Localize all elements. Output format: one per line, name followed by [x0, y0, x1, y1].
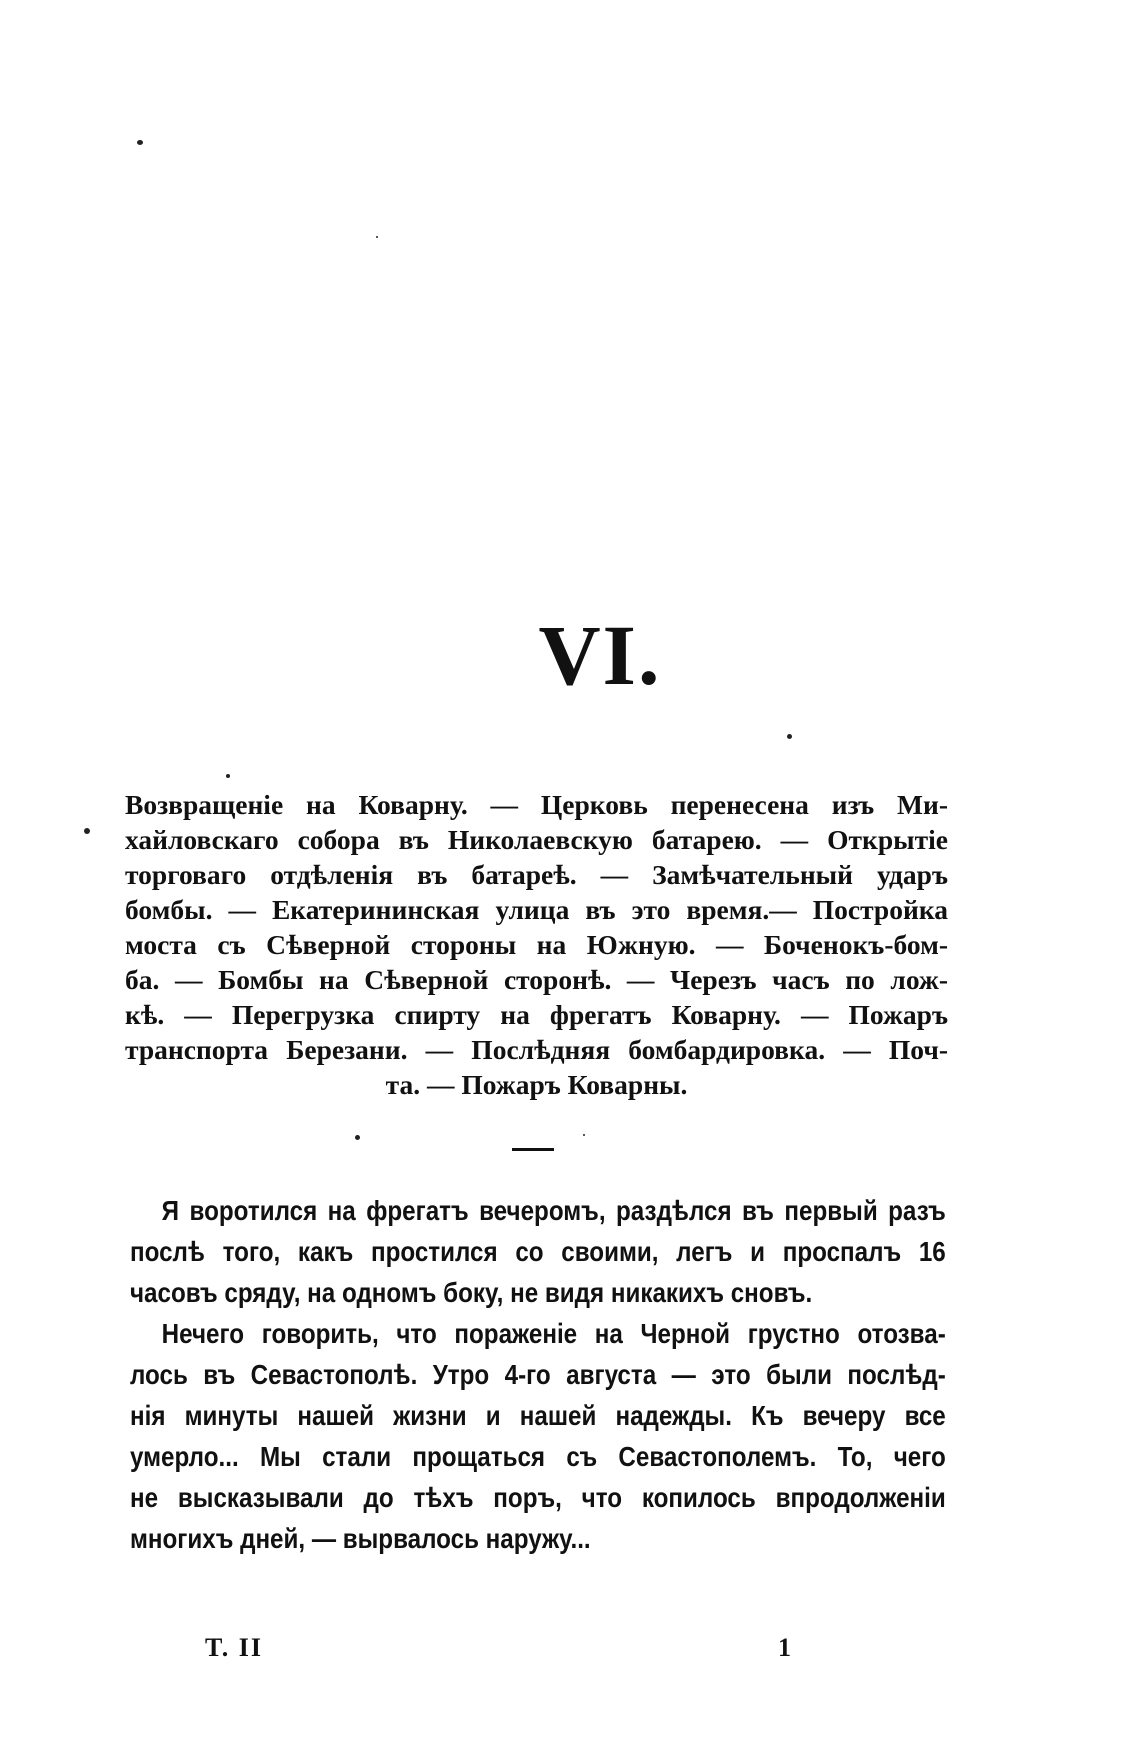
section-divider: [512, 1148, 554, 1151]
summary-line: ба. — Бомбы на Сѣверной сторонѣ. — Черезъ часъ по лож-: [125, 964, 948, 995]
body-text: [130, 1190, 946, 1559]
summary-line: транспорта Березани. — Послѣдняя бомбардировка. — Поч-: [125, 1034, 948, 1065]
paragraph-line: часовъ сряду, на одномъ боку, не видя никакихъ сновъ.: [130, 1277, 813, 1308]
summary-line: хайловскаго собора въ Николаевскую батарею. — Открытіе: [125, 824, 948, 855]
chapter-summary: [125, 787, 948, 1102]
scan-speck: [583, 1134, 585, 1136]
summary-line: бомбы. — Екатерининская улица въ это время.— Постройка: [125, 894, 948, 925]
paragraph-line: Нечего говорить, что пораженіе на Черной грустно отозва-: [161, 1318, 946, 1349]
scan-speck: [376, 236, 378, 238]
scan-speck: [355, 1135, 360, 1140]
chapter-number-heading: VI.: [538, 607, 662, 703]
page-footer: [0, 1633, 1140, 1673]
paragraph-line: нія минуты нашей жизни и нашей надежды. Къ вечеру все: [130, 1400, 946, 1431]
volume-signature: Т. II: [205, 1633, 263, 1662]
signature-number: 1: [778, 1633, 791, 1662]
paragraph-line: не высказывали до тѣхъ поръ, что копилось впродолженіи: [130, 1482, 946, 1513]
summary-line: та. — Пожаръ Коварны.: [385, 1069, 688, 1100]
paragraph-line: умерло... Мы стали прощаться съ Севастополемъ. То, чего: [130, 1441, 946, 1472]
paragraph-line: послѣ того, какъ простился со своими, легъ и проспалъ 16: [130, 1236, 946, 1267]
scan-speck: [226, 774, 230, 778]
scan-speck: [137, 140, 143, 145]
summary-line: моста съ Сѣверной стороны на Южную. — Боченокъ-бом-: [125, 929, 948, 960]
paragraph-line: лось въ Севастополѣ. Утро 4-го августа — это были послѣд-: [130, 1359, 946, 1390]
paragraph-line: многихъ дней, — вырвалось наружу...: [130, 1523, 591, 1554]
summary-line: Возвращеніе на Коварну. — Церковь перенесена изъ Ми-: [125, 789, 948, 820]
summary-line: кѣ. — Перегрузка спирту на фрегатъ Коварну. — Пожаръ: [125, 999, 948, 1030]
paragraph-line: Я воротился на фрегатъ вечеромъ, раздѣлся въ первый разъ: [161, 1195, 946, 1226]
summary-line: торговаго отдѣленія въ батареѣ. — Замѣчательный ударъ: [125, 859, 948, 890]
scan-speck: [84, 828, 90, 834]
scan-speck: [787, 734, 792, 739]
